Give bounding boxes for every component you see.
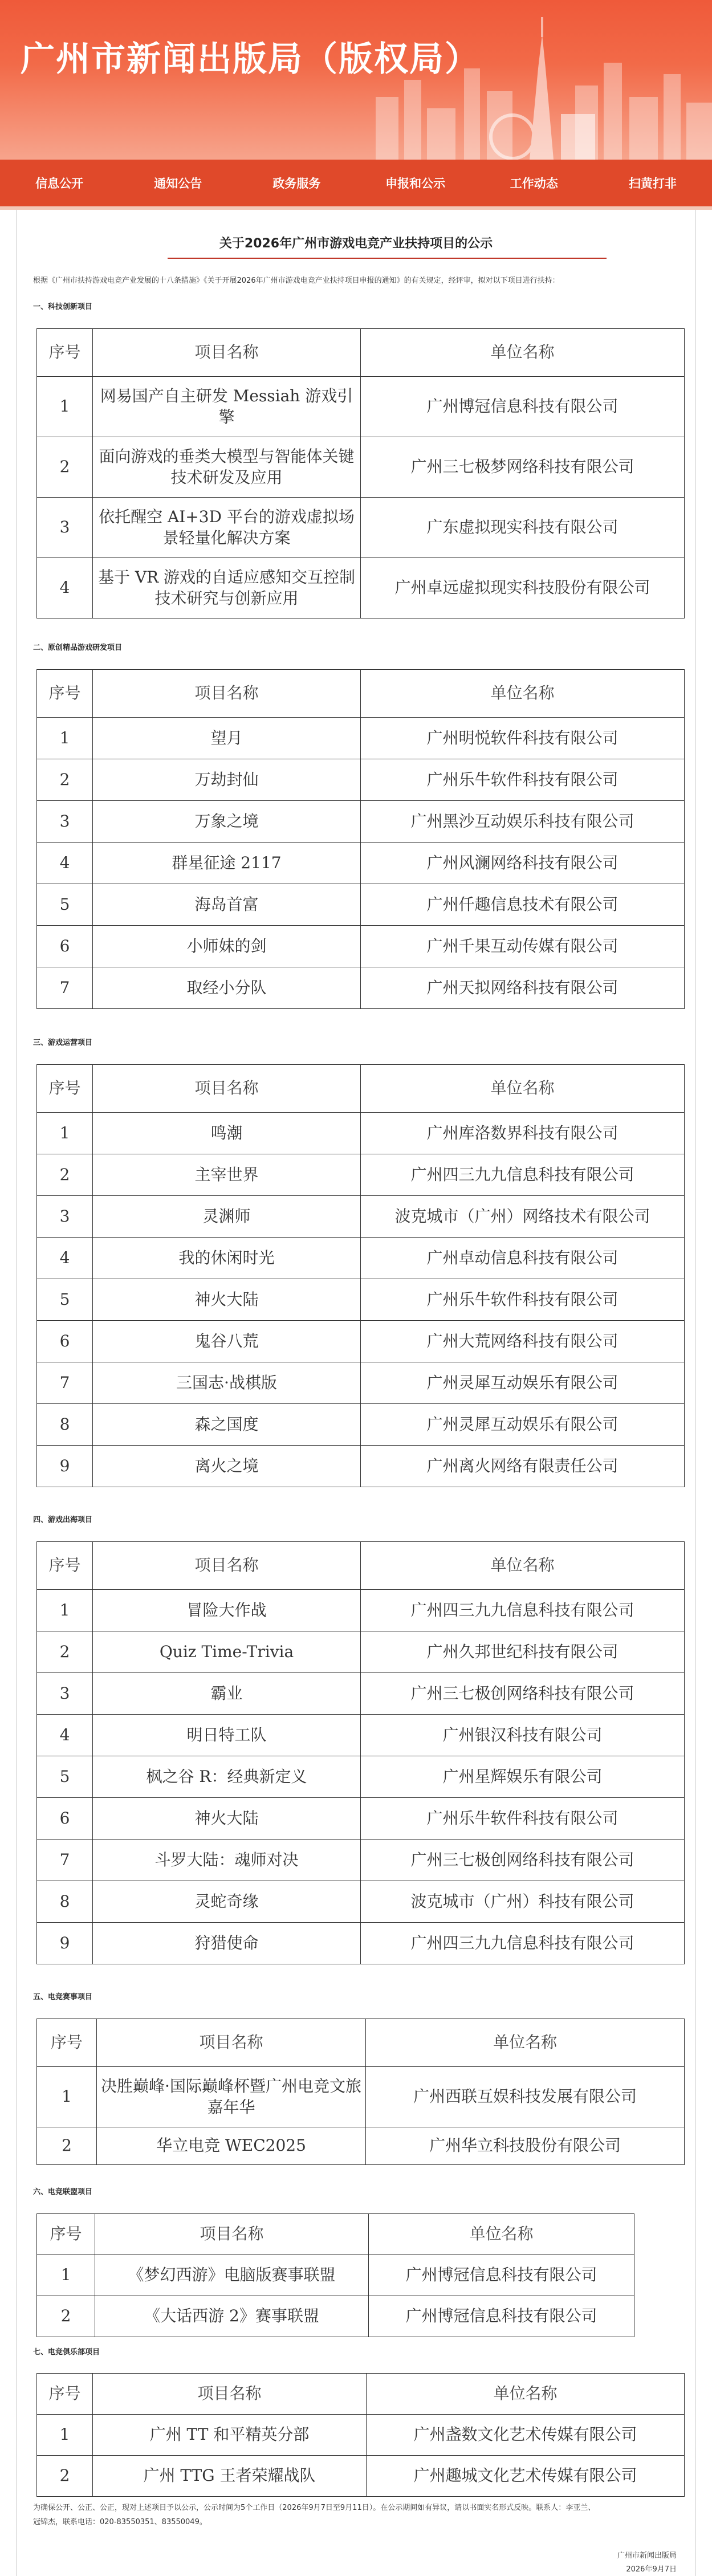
- header-index: 序号: [37, 329, 93, 377]
- table-row: [37, 2067, 685, 2127]
- table-row: [37, 967, 685, 1009]
- header-project: 项目名称: [93, 2374, 367, 2415]
- row-project: 依托醒空 AI+3D 平台的游戏虚拟场景轻量化解决方案: [93, 498, 361, 558]
- table-row: [37, 1446, 685, 1487]
- section-heading-esports-events: 五、电竞赛事项目: [33, 1993, 93, 2001]
- table-row: [37, 926, 685, 967]
- row-company: 广州乐牛软件科技有限公司: [361, 759, 685, 801]
- row-project: 《大话西游 2》赛事联盟: [95, 2296, 369, 2337]
- table-header-row: [37, 2019, 685, 2067]
- row-index: 4: [37, 1715, 93, 1756]
- row-company: 广州黑沙互动娱乐科技有限公司: [361, 801, 685, 843]
- row-index: 2: [37, 2127, 97, 2165]
- table-tech: [36, 328, 685, 618]
- header-company: 单位名称: [367, 2374, 685, 2415]
- row-company: 广州四三九九信息科技有限公司: [361, 1590, 685, 1631]
- row-index: 4: [37, 1238, 93, 1279]
- row-company: 广州华立科技股份有限公司: [366, 2127, 685, 2165]
- header-project: 项目名称: [95, 2214, 369, 2255]
- table-row: [37, 1798, 685, 1840]
- table-row: [37, 1362, 685, 1404]
- row-project: 森之国度: [93, 1404, 361, 1446]
- page-title: 关于2026年广州市游戏电竞产业扶持项目的公示: [219, 237, 493, 251]
- table-esports-clubs: [36, 2373, 685, 2497]
- row-index: 6: [37, 1321, 93, 1362]
- table-row: [37, 1631, 685, 1673]
- row-project: 鬼谷八荒: [93, 1321, 361, 1362]
- nav-item-services[interactable]: 政务服务: [272, 177, 321, 190]
- row-company: 广州风澜网络科技有限公司: [361, 843, 685, 884]
- row-company: 广州三七极创网络科技有限公司: [361, 1840, 685, 1881]
- row-project: 望月: [93, 718, 361, 759]
- header-index: 序号: [37, 1542, 93, 1590]
- nav-item-apply[interactable]: 申报和公示: [385, 177, 446, 190]
- row-project: 面向游戏的垂类大模型与智能体关键技术研发及应用: [93, 437, 361, 498]
- row-index: 7: [37, 1362, 93, 1404]
- row-company: 广州乐牛软件科技有限公司: [361, 1798, 685, 1840]
- row-index: 6: [37, 926, 93, 967]
- table-row: [37, 1715, 685, 1756]
- row-project: 枫之谷 R：经典新定义: [93, 1756, 361, 1798]
- title-divider: [168, 258, 607, 259]
- table-row: [37, 1321, 685, 1362]
- table-row: [37, 437, 685, 498]
- row-index: 7: [37, 1840, 93, 1881]
- row-company: 广州卓远虚拟现实科技股份有限公司: [361, 558, 685, 618]
- table-row: [37, 377, 685, 437]
- row-company: 广州灵犀互动娱乐有限公司: [361, 1362, 685, 1404]
- row-company: 广州盏数文化艺术传媒有限公司: [367, 2415, 685, 2456]
- row-index: 2: [37, 1154, 93, 1196]
- signature-date: 2026年9月7日: [626, 2565, 677, 2574]
- table-row: [37, 1756, 685, 1798]
- footer-note-line1: 为确保公开、公正、公正，现对上述项目予以公示，公示时间为5个工作日（2026年9月7日至9月11日）。在公示期间如有异议，请以书面实名形式反映。联系人：李亚兰、: [33, 2504, 596, 2512]
- signature-org: 广州市新闻出版局: [617, 2551, 677, 2560]
- row-index: 5: [37, 1756, 93, 1798]
- city-skyline-illustration: [341, 0, 712, 160]
- table-row: [37, 1840, 685, 1881]
- table-row: [37, 498, 685, 558]
- row-project: 霸业: [93, 1673, 361, 1715]
- table-row: [37, 1590, 685, 1631]
- row-index: 1: [37, 1113, 93, 1154]
- table-row: [37, 843, 685, 884]
- row-index: 3: [37, 801, 93, 843]
- row-index: 2: [37, 2296, 95, 2337]
- row-index: 9: [37, 1446, 93, 1487]
- table-row: [37, 1238, 685, 1279]
- row-index: 5: [37, 1279, 93, 1321]
- table-row: [37, 2296, 634, 2337]
- section-heading-overseas: 四、游戏出海项目: [33, 1516, 93, 1524]
- row-index: 2: [37, 1631, 93, 1673]
- row-project: 决胜巅峰·国际巅峰杯暨广州电竞文旅嘉年华: [97, 2067, 366, 2127]
- row-index: 6: [37, 1798, 93, 1840]
- table-row: [37, 2255, 634, 2296]
- row-index: 4: [37, 558, 93, 618]
- row-company: 广州大荒网络科技有限公司: [361, 1321, 685, 1362]
- row-index: 5: [37, 884, 93, 926]
- table-row: [37, 884, 685, 926]
- table-row: [37, 1196, 685, 1238]
- table-header-row: [37, 2374, 685, 2415]
- nav-item-info[interactable]: 信息公开: [35, 177, 84, 190]
- row-project: 灵蛇奇缘: [93, 1881, 361, 1923]
- header-index: 序号: [37, 670, 93, 718]
- row-company: 广州银汉科技有限公司: [361, 1715, 685, 1756]
- row-project: 神火大陆: [93, 1798, 361, 1840]
- row-project: 万劫封仙: [93, 759, 361, 801]
- header-project: 项目名称: [93, 1065, 361, 1113]
- row-project: 主宰世界: [93, 1154, 361, 1196]
- row-project: 我的休闲时光: [93, 1238, 361, 1279]
- section-heading-esports-leagues: 六、电竞联盟项目: [33, 2188, 93, 2196]
- table-row: [37, 558, 685, 618]
- row-index: 3: [37, 1196, 93, 1238]
- header-company: 单位名称: [361, 1065, 685, 1113]
- row-company: 广州星辉娱乐有限公司: [361, 1756, 685, 1798]
- table-header-row: [37, 1542, 685, 1590]
- row-project: 广州 TTG 王者荣耀战队: [93, 2456, 367, 2497]
- header-project: 项目名称: [93, 1542, 361, 1590]
- section-heading-esports-clubs: 七、电竞俱乐部项目: [33, 2348, 100, 2357]
- row-company: 广州仟趣信息技术有限公司: [361, 884, 685, 926]
- row-project: 小师妹的剑: [93, 926, 361, 967]
- row-index: 1: [37, 1590, 93, 1631]
- row-project: 明日特工队: [93, 1715, 361, 1756]
- row-index: 8: [37, 1404, 93, 1446]
- main-nav: [0, 160, 712, 206]
- header-company: 单位名称: [366, 2019, 685, 2067]
- table-header-row: [37, 670, 685, 718]
- table-header-row: [37, 1065, 685, 1113]
- row-company: 广州乐牛软件科技有限公司: [361, 1279, 685, 1321]
- row-project: 斗罗大陆：魂师对决: [93, 1840, 361, 1881]
- footer-note-line2: 冠锦杰，联系电话：020-83550351、83550049。: [33, 2517, 207, 2526]
- table-operations: [36, 1064, 685, 1487]
- section-heading-tech: 一、科技创新项目: [33, 303, 93, 311]
- row-project: 狩猎使命: [93, 1923, 361, 1964]
- header-company: 单位名称: [361, 670, 685, 718]
- row-project: 灵渊师: [93, 1196, 361, 1238]
- row-company: 广州三七极梦网络科技有限公司: [361, 437, 685, 498]
- row-company: 广州离火网络有限责任公司: [361, 1446, 685, 1487]
- nav-item-notices[interactable]: 通知公告: [154, 177, 202, 190]
- row-company: 广州博冠信息科技有限公司: [369, 2296, 634, 2337]
- row-company: 波克城市（广州）网络技术有限公司: [361, 1196, 685, 1238]
- table-header-row: [37, 2214, 634, 2255]
- table-row: [37, 2127, 685, 2165]
- table-header-row: [37, 329, 685, 377]
- row-project: 万象之境: [93, 801, 361, 843]
- row-company: 广州千果互动传媒有限公司: [361, 926, 685, 967]
- row-project: 鸣潮: [93, 1113, 361, 1154]
- table-row: [37, 801, 685, 843]
- header-company: 单位名称: [361, 1542, 685, 1590]
- row-project: 离火之境: [93, 1446, 361, 1487]
- row-project: 网易国产自主研发 Messiah 游戏引擎: [93, 377, 361, 437]
- row-project: 取经小分队: [93, 967, 361, 1009]
- row-project: 基于 VR 游戏的自适应感知交互控制技术研究与创新应用: [93, 558, 361, 618]
- header-index: 序号: [37, 2019, 97, 2067]
- row-index: 1: [37, 2415, 93, 2456]
- row-company: 广州灵犀互动娱乐有限公司: [361, 1404, 685, 1446]
- row-company: 广州明悦软件科技有限公司: [361, 718, 685, 759]
- header-project: 项目名称: [97, 2019, 366, 2067]
- row-index: 2: [37, 759, 93, 801]
- row-index: 3: [37, 1673, 93, 1715]
- section-heading-original-games: 二、原创精品游戏研发项目: [33, 644, 123, 652]
- row-index: 2: [37, 437, 93, 498]
- row-project: 华立电竞 WEC2025: [97, 2127, 366, 2165]
- row-index: 9: [37, 1923, 93, 1964]
- table-original-games: [36, 669, 685, 1009]
- row-project: Quiz Time-Trivia: [93, 1631, 361, 1673]
- nav-item-news[interactable]: 工作动态: [510, 177, 558, 190]
- table-esports-events: [36, 2019, 685, 2165]
- row-project: 冒险大作战: [93, 1590, 361, 1631]
- row-company: 广州西联互娱科技发展有限公司: [366, 2067, 685, 2127]
- row-index: 1: [37, 718, 93, 759]
- table-row: [37, 1154, 685, 1196]
- row-company: 广州博冠信息科技有限公司: [369, 2255, 634, 2296]
- row-company: 广州久邦世纪科技有限公司: [361, 1631, 685, 1673]
- row-index: 4: [37, 843, 93, 884]
- header-index: 序号: [37, 1065, 93, 1113]
- table-row: [37, 1279, 685, 1321]
- header-index: 序号: [37, 2374, 93, 2415]
- table-row: [37, 2415, 685, 2456]
- table-row: [37, 1404, 685, 1446]
- table-row: [37, 759, 685, 801]
- row-company: 广州趣城文化艺术传媒有限公司: [367, 2456, 685, 2497]
- header-index: 序号: [37, 2214, 95, 2255]
- intro-paragraph: 根据《广州市扶持游戏电竞产业发展的十八条措施》《关于开展2026年广州市游戏电竞产业扶持项目申报的通知》的有关规定，经评审，拟对以下项目进行扶持：: [33, 276, 560, 285]
- row-company: 广州库洛数界科技有限公司: [361, 1113, 685, 1154]
- row-index: 7: [37, 967, 93, 1009]
- row-index: 3: [37, 498, 93, 558]
- footer-note: [33, 2501, 683, 2529]
- row-company: 广州天拟网络科技有限公司: [361, 967, 685, 1009]
- row-index: 2: [37, 2456, 93, 2497]
- row-project: 三国志·战棋版: [93, 1362, 361, 1404]
- row-project: 神火大陆: [93, 1279, 361, 1321]
- header-company: 单位名称: [369, 2214, 634, 2255]
- table-row: [37, 1881, 685, 1923]
- site-title: 广州市新闻出版局（版权局）: [21, 39, 480, 79]
- table-esports-leagues: [36, 2213, 634, 2337]
- row-project: 广州 TT 和平精英分部: [93, 2415, 367, 2456]
- row-company: 广州四三九九信息科技有限公司: [361, 1923, 685, 1964]
- table-overseas: [36, 1541, 685, 1964]
- row-project: 群星征途 2117: [93, 843, 361, 884]
- row-company: 广东虚拟现实科技有限公司: [361, 498, 685, 558]
- row-company: 波克城市（广州）科技有限公司: [361, 1881, 685, 1923]
- row-company: 广州博冠信息科技有限公司: [361, 377, 685, 437]
- row-index: 1: [37, 377, 93, 437]
- row-company: 广州三七极创网络科技有限公司: [361, 1673, 685, 1715]
- table-row: [37, 2456, 685, 2497]
- section-heading-operations: 三、游戏运营项目: [33, 1039, 93, 1047]
- header-project: 项目名称: [93, 329, 361, 377]
- table-row: [37, 1113, 685, 1154]
- table-row: [37, 1923, 685, 1964]
- row-project: 海岛首富: [93, 884, 361, 926]
- row-index: 1: [37, 2255, 95, 2296]
- header-company: 单位名称: [361, 329, 685, 377]
- row-company: 广州四三九九信息科技有限公司: [361, 1154, 685, 1196]
- row-index: 8: [37, 1881, 93, 1923]
- header-banner: [0, 0, 712, 160]
- table-row: [37, 1673, 685, 1715]
- nav-item-anti-piracy[interactable]: 扫黄打非: [628, 177, 677, 190]
- row-company: 广州卓动信息科技有限公司: [361, 1238, 685, 1279]
- table-row: [37, 718, 685, 759]
- row-index: 1: [37, 2067, 97, 2127]
- header-project: 项目名称: [93, 670, 361, 718]
- row-project: 《梦幻西游》电脑版赛事联盟: [95, 2255, 369, 2296]
